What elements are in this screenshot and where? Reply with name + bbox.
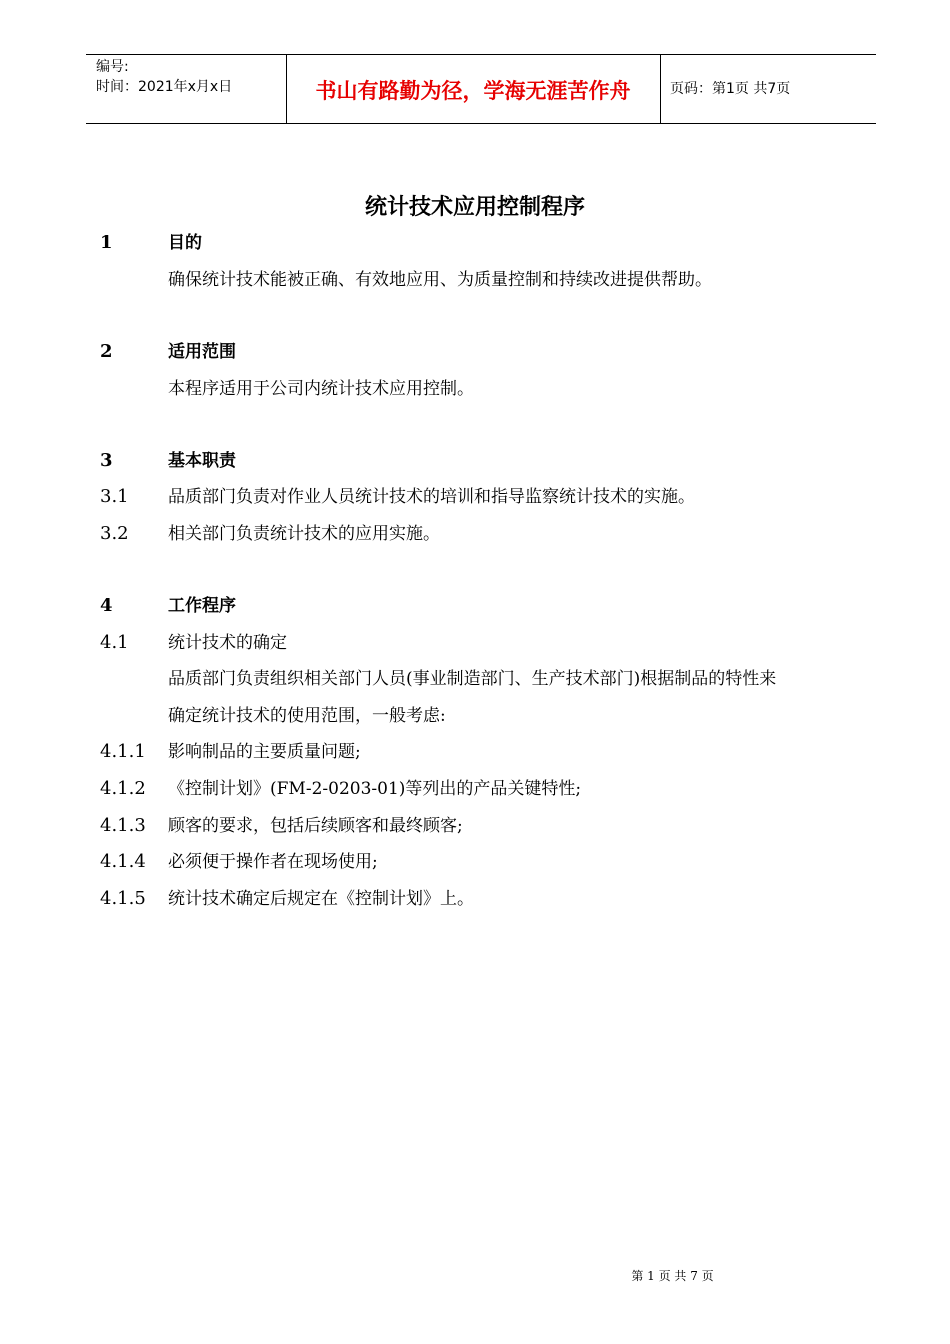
item-number: 4.1.4 xyxy=(100,851,146,872)
item-text: 统计技术确定后规定在《控制计划》上。 xyxy=(168,889,474,909)
item-number: 4.1.2 xyxy=(100,778,146,799)
item-number: 4.1.3 xyxy=(100,815,146,836)
document-code-label: 编号: xyxy=(96,59,129,75)
document-date: 时间：2021年x月x日 xyxy=(96,79,233,95)
header-divider xyxy=(660,55,661,123)
item-text: 统计技术的确定 xyxy=(168,633,287,653)
document-title: 统计技术应用控制程序 xyxy=(364,194,585,220)
paragraph: 本程序适用于公司内统计技术应用控制。 xyxy=(168,379,474,399)
footer-page-number: 第 1 页 共 7 页 xyxy=(631,1269,714,1283)
section-heading: 基本职责 xyxy=(168,451,236,471)
section-heading: 目的 xyxy=(168,233,202,253)
item-text: 品质部门负责对作业人员统计技术的培训和指导监察统计技术的实施。 xyxy=(168,487,695,507)
item-number: 4.1.5 xyxy=(100,888,146,909)
item-text: 相关部门负责统计技术的应用实施。 xyxy=(168,524,440,544)
section-number: 1 xyxy=(100,232,113,253)
section-number: 2 xyxy=(100,341,113,362)
section-heading: 适用范围 xyxy=(168,342,236,362)
item-text: 《控制计划》(FM-2-0203-01)等列出的产品关键特性; xyxy=(168,779,582,799)
section-number: 4 xyxy=(100,595,113,616)
paragraph: 确保统计技术能被正确、有效地应用、为质量控制和持续改进提供帮助。 xyxy=(168,270,712,290)
item-text: 影响制品的主要质量问题; xyxy=(168,742,361,762)
header-table xyxy=(86,54,876,124)
item-number: 4.1.1 xyxy=(100,741,146,762)
section-number: 3 xyxy=(100,450,113,471)
header-meta xyxy=(96,57,232,97)
item-text: 顾客的要求，包括后续顾客和最终顾客; xyxy=(168,816,463,836)
header-motto: 书山有路勤为径，学海无涯苦作舟 xyxy=(315,79,631,103)
item-number: 3.2 xyxy=(100,523,129,544)
item-number: 3.1 xyxy=(100,486,129,507)
paragraph: 品质部门负责组织相关部门人员(事业制造部门、生产技术部门)根据制品的特性来 xyxy=(168,669,777,689)
item-number: 4.1 xyxy=(100,632,129,653)
page-footer xyxy=(0,1266,950,1286)
section-heading: 工作程序 xyxy=(168,596,236,616)
item-text: 必须便于操作者在现场使用; xyxy=(168,852,378,872)
header-page-info: 页码：第1页 共7页 xyxy=(670,81,791,97)
paragraph: 确定统计技术的使用范围，一般考虑: xyxy=(168,706,446,726)
